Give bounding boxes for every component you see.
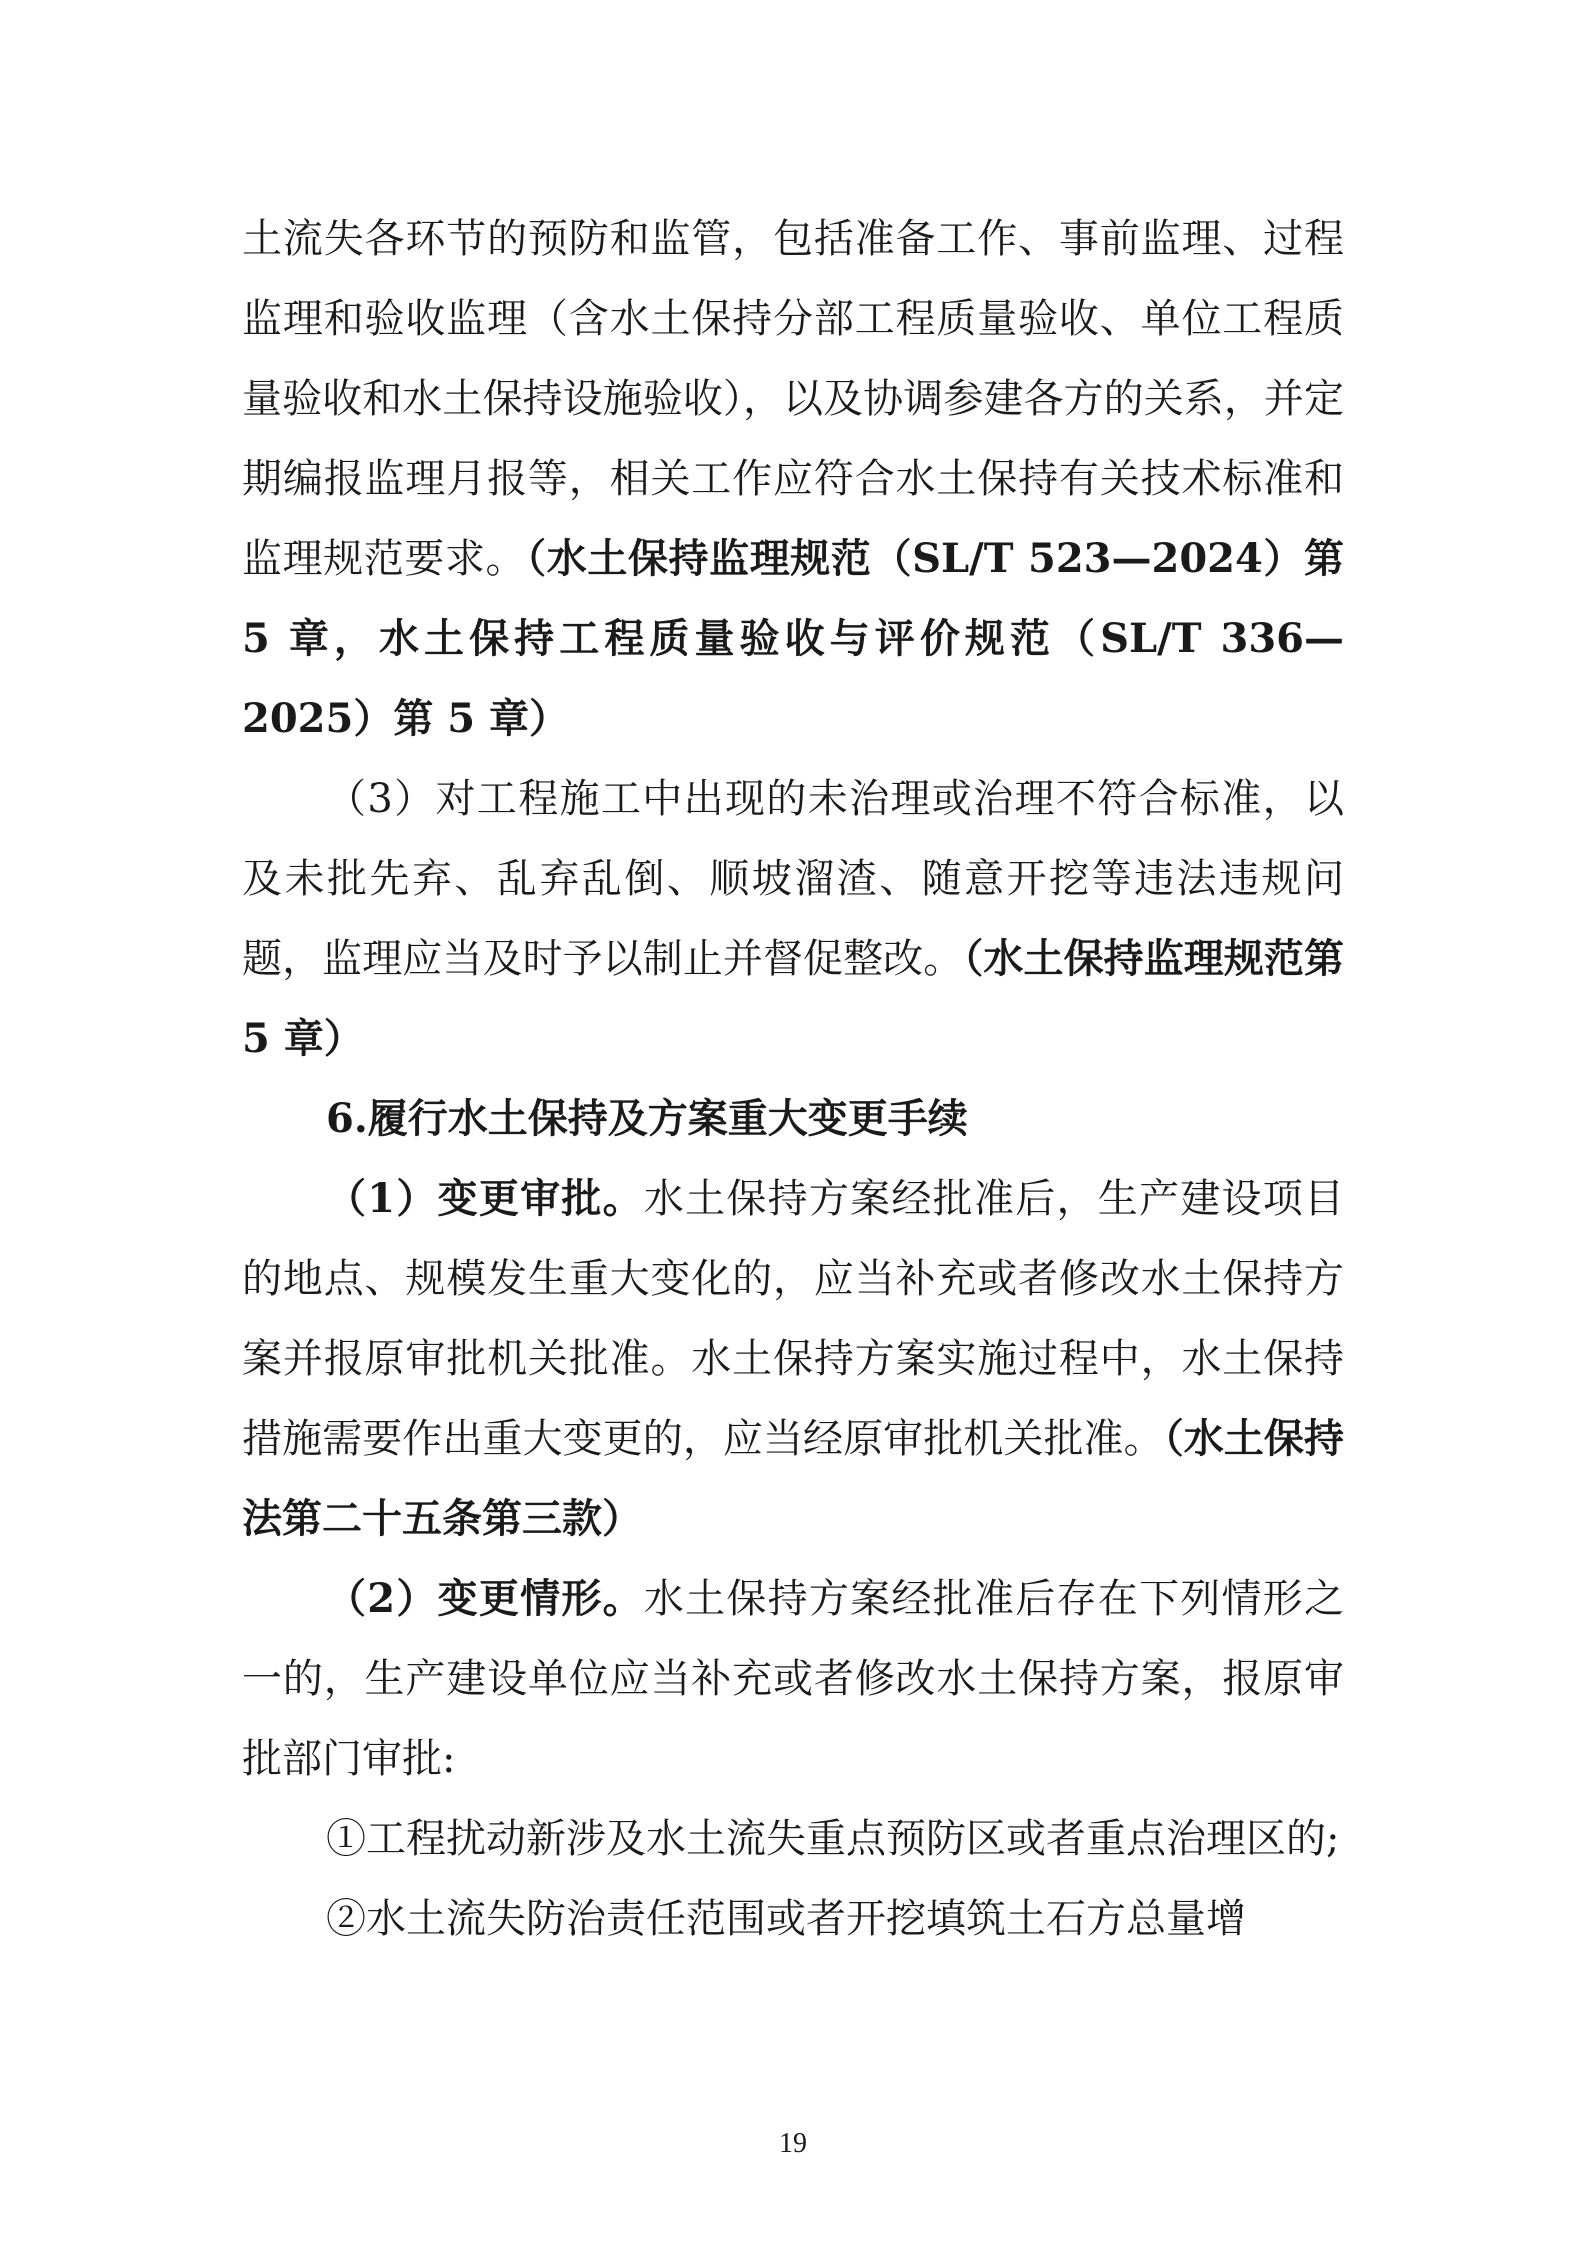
paragraph-change-circumstances: [242, 1559, 1344, 1799]
paragraph-text: 土流失各环节的预防和监管，包括准备工作、事前监理、过程监理和验收监理（含水土保持分部工程质量验收、单位工程质量验收和水土保持设施验收），以及协调参建各方的关系，并定期编报监理月报等，相关工作应符合水土保持有关技术标准和监理规范要求。: [242, 216, 1344, 582]
page-number: 19: [779, 2128, 807, 2159]
paragraph-lead: （2）变更情形。: [326, 1575, 644, 1622]
paragraph-item-3: [242, 759, 1344, 1079]
paragraph-supervision-scope: [242, 199, 1344, 759]
legal-reference: （水土保持监理规范第 5 章）: [242, 935, 1345, 1062]
paragraph-lead: （1）变更审批。: [326, 1175, 644, 1222]
document-body: [242, 199, 1344, 1959]
list-item: ①工程扰动新涉及水土流失重点预防区或者重点治理区的;: [326, 1816, 1340, 1862]
legal-reference: （水土保持法第二十五条第三款）: [242, 1415, 1344, 1542]
paragraph-change-approval: [242, 1159, 1344, 1559]
paragraph-text: 水土保持方案经批准后，生产建设项目的地点、规模发生重大变化的，应当补充或者修改水土保持方案并报原审批机关批准。水土保持方案实施过程中，水土保持措施需要作出重大变更的，应当经原审批机关批准。: [242, 1176, 1344, 1462]
paragraph-text: 水土保持方案经批准后存在下列情形之一的，生产建设单位应当补充或者修改水土保持方案，报原审批部门审批:: [242, 1576, 1344, 1782]
section-heading: 6.履行水土保持及方案重大变更手续: [326, 1095, 968, 1142]
paragraph-text: （3）对工程施工中出现的未治理或治理不符合标准，以及未批先弃、乱弃乱倒、顺坡溜渣、随意开挖等违法违规问题，监理应当及时予以制止并督促整改。: [242, 776, 1344, 982]
legal-reference: （水土保持监理规范（SL/T 523—2024）第 5 章，水土保持工程质量验收与评价规范（SL/T 336—2025）第 5 章）: [242, 535, 1345, 742]
list-item: ②水土流失防治责任范围或者开挖填筑土石方总量增: [326, 1896, 1246, 1942]
